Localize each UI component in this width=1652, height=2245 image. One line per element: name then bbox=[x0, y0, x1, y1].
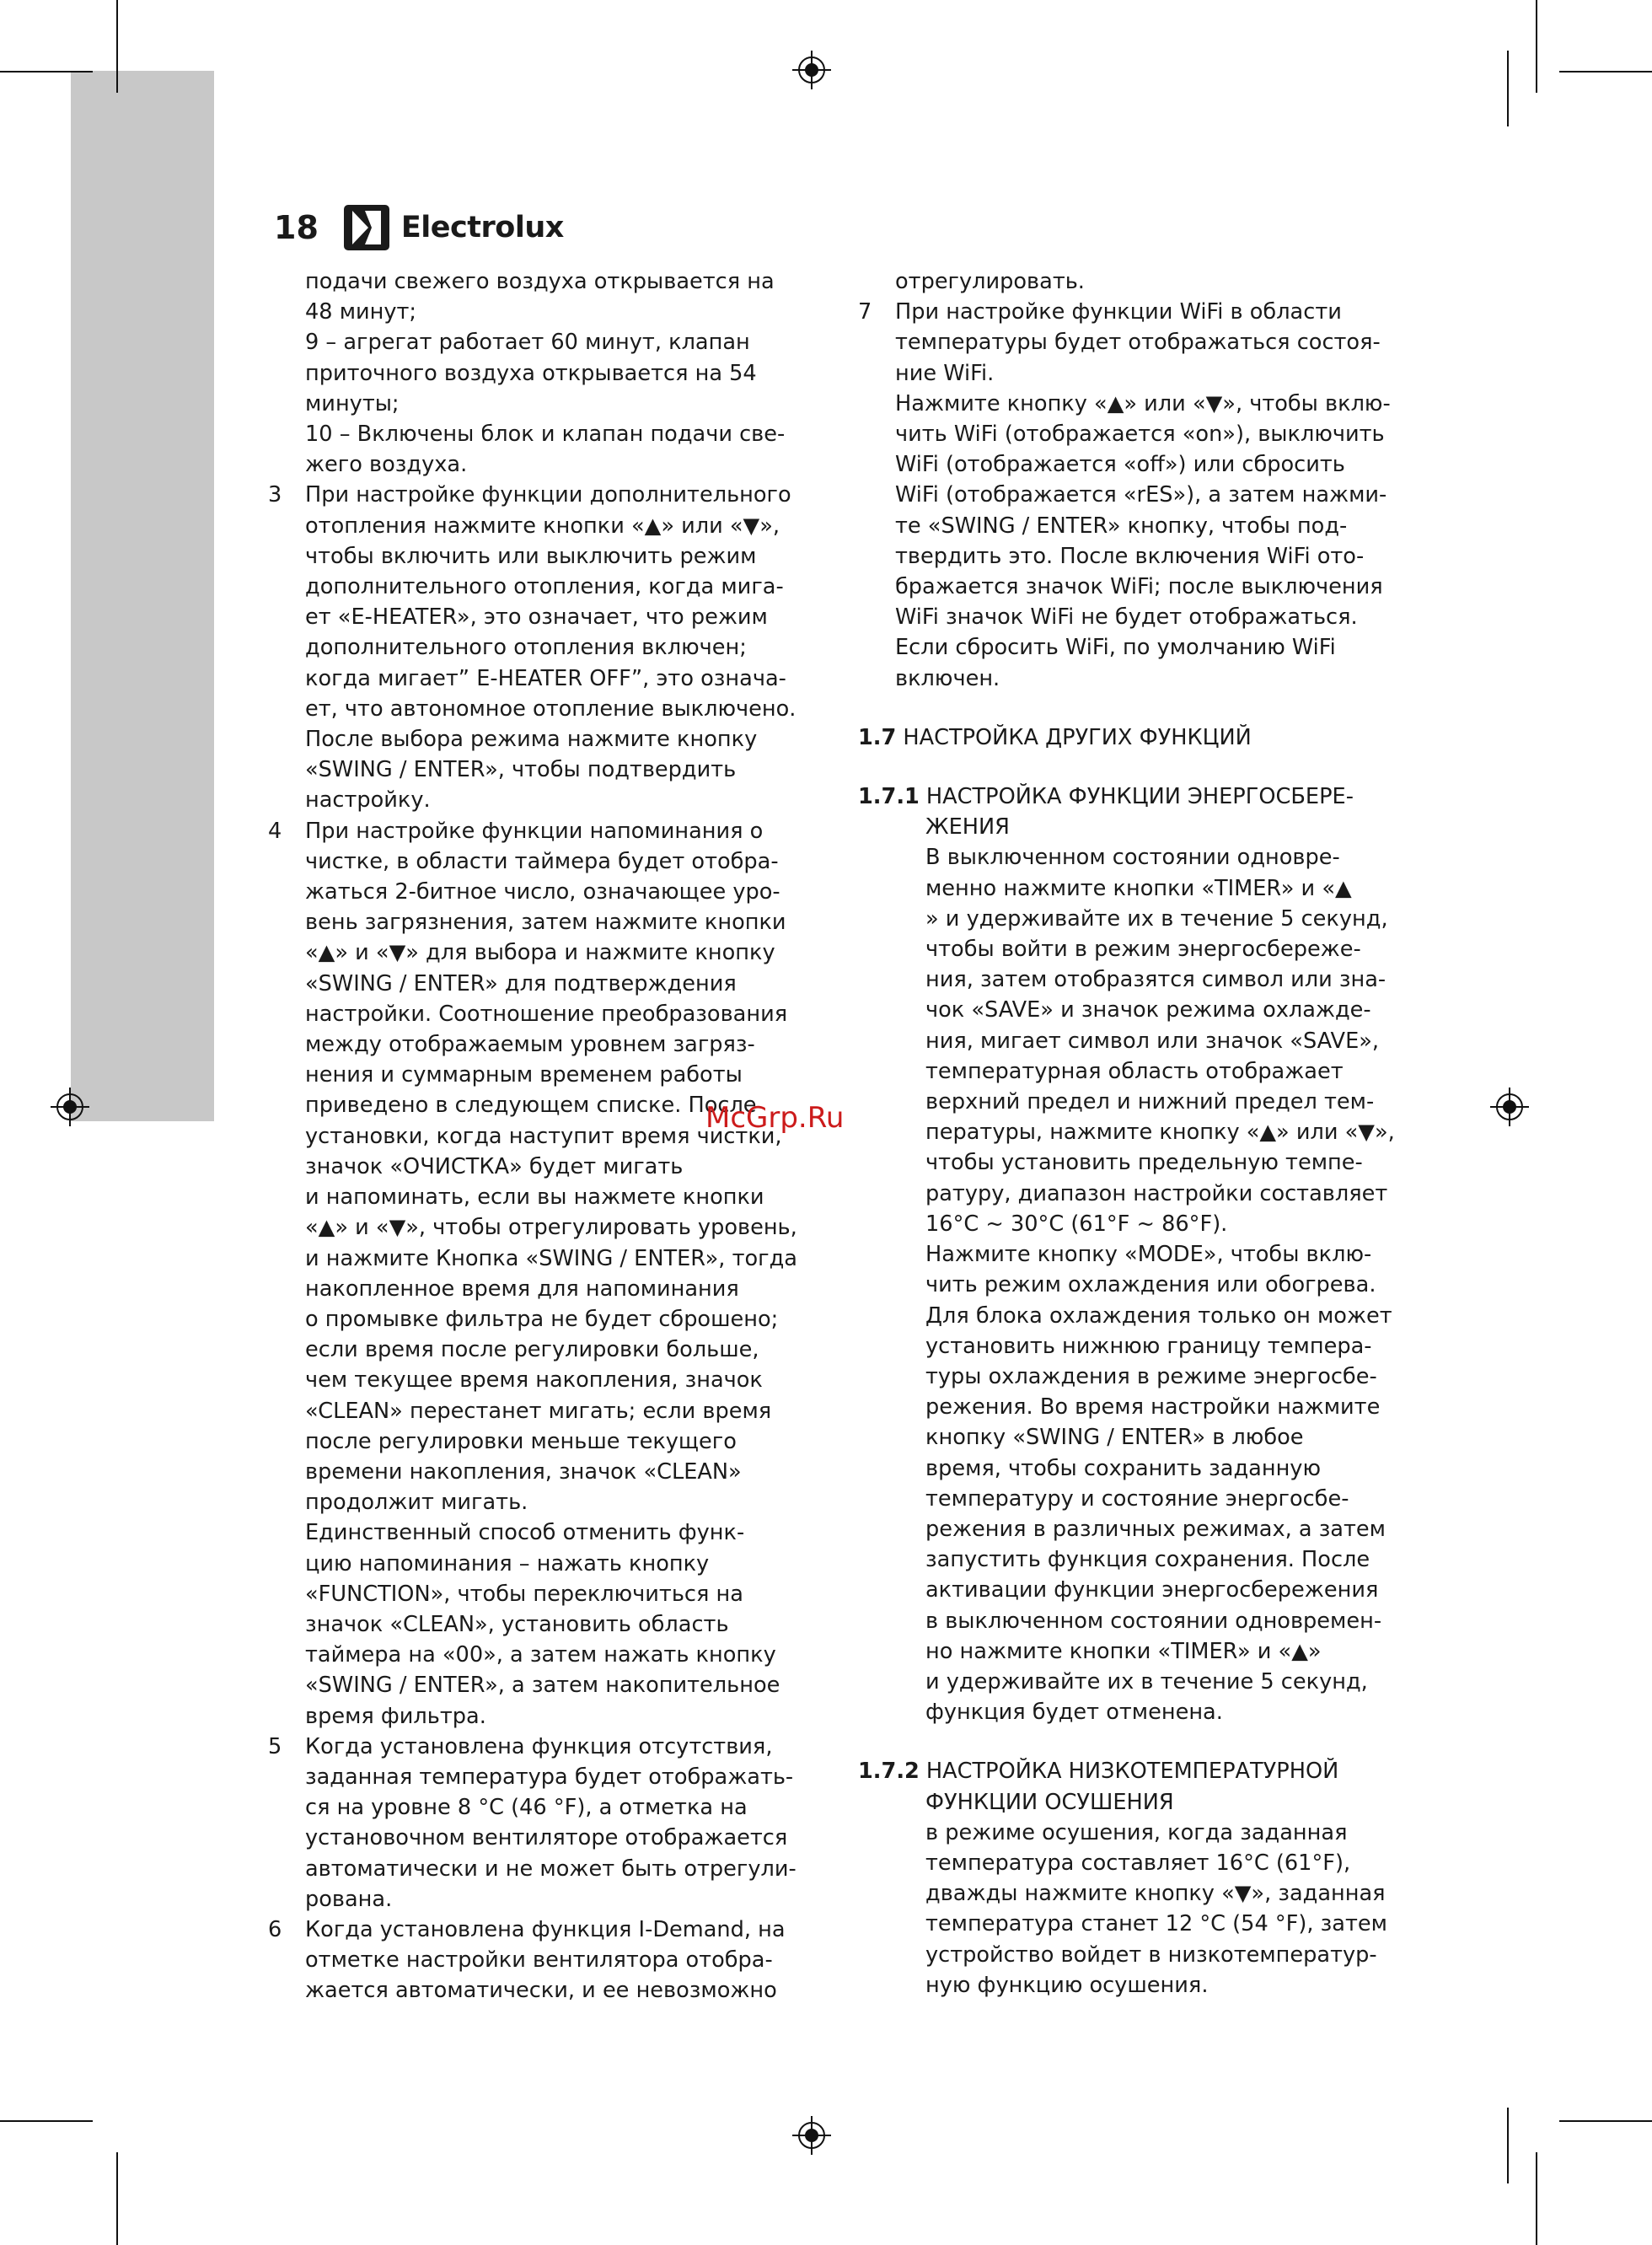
text-line: подачи свежего воздуха открывается на bbox=[305, 269, 775, 294]
text-line: приведено в следующем списке. После bbox=[305, 1093, 757, 1119]
gray-margin-tab bbox=[71, 71, 214, 1121]
text-line: Если сбросить WiFi, по умолчанию WiFi bbox=[895, 635, 1336, 661]
text-line: «▲» и «▼» для выбора и нажмите кнопку bbox=[305, 940, 775, 966]
registration-mark-icon bbox=[51, 1088, 89, 1126]
text-line: туры охлаждения в режиме энергосбе- bbox=[925, 1363, 1377, 1389]
text-line: чить режим охлаждения или обогрева. bbox=[925, 1272, 1376, 1298]
text-line: чистке, в области таймера будет отобра- bbox=[305, 848, 779, 874]
text-line: и напоминать, если вы нажмете кнопки bbox=[305, 1184, 764, 1211]
text-line: менно нажмите кнопки «TIMER» и «▲ bbox=[925, 875, 1352, 901]
item-number: 6 bbox=[268, 1916, 282, 1942]
text-line: верхний предел и нижний предел тем- bbox=[925, 1089, 1375, 1115]
text-line: температура станет 12 °C (54 °F), затем bbox=[925, 1911, 1387, 1937]
text-line: дополнительного отопления, когда мига- bbox=[305, 574, 784, 600]
text-line: 10 – Включены блок и клапан подачи све- bbox=[305, 422, 786, 448]
text-line: «SWING / ENTER», а затем накопительное bbox=[305, 1673, 780, 1699]
text-line: режения в различных режимах, а затем bbox=[925, 1516, 1386, 1542]
text-line: Для блока охлаждения только он может bbox=[925, 1302, 1392, 1329]
text-line: ния, затем отобразятся символ или зна- bbox=[925, 967, 1386, 993]
crop-mark bbox=[1536, 0, 1537, 93]
section-title-cont: ФУНКЦИИ ОСУШЕНИЯ bbox=[925, 1789, 1174, 1815]
text-line: и удерживайте их в течение 5 секунд, bbox=[925, 1668, 1368, 1694]
text-line: времени накопления, значок «CLEAN» bbox=[305, 1458, 742, 1485]
watermark-text: McGrp.Ru bbox=[705, 1101, 845, 1135]
list-item-7 bbox=[858, 297, 1414, 694]
text-line: «FUNCTION», чтобы переключиться на bbox=[305, 1581, 743, 1607]
text-line: чить WiFi (отображается «on»), выключить bbox=[895, 422, 1385, 448]
item-number: 4 bbox=[268, 818, 282, 844]
text-line: При настройке функции WiFi в области bbox=[895, 299, 1342, 325]
continued-line: отрегулировать. bbox=[895, 269, 1085, 294]
text-line: Нажмите кнопку «MODE», чтобы вклю- bbox=[925, 1242, 1372, 1268]
text-line: WiFi (отображается «off») или сбросить bbox=[895, 452, 1345, 478]
text-line: но нажмите кнопки «TIMER» и «▲» bbox=[925, 1638, 1322, 1664]
crop-mark bbox=[1507, 2108, 1509, 2183]
text-line: когда мигает” E-HEATER OFF”, это означа- bbox=[305, 665, 786, 691]
list-item-4 bbox=[268, 816, 824, 1732]
list-item-6 bbox=[268, 1915, 824, 2006]
text-line: температурная область отображает bbox=[925, 1058, 1344, 1084]
text-line: В выключенном состоянии одновре- bbox=[925, 845, 1340, 871]
text-line: между отображаемым уровнем загряз- bbox=[305, 1032, 755, 1058]
text-line: автоматически и не может быть отрегули- bbox=[305, 1856, 796, 1882]
text-line: Единственный способ отменить функ- bbox=[305, 1520, 745, 1546]
text-line: вень загрязнения, затем нажмите кнопки bbox=[305, 910, 786, 936]
item-number: 5 bbox=[268, 1733, 282, 1759]
text-line: кнопку «SWING / ENTER» в любое bbox=[925, 1425, 1304, 1451]
brand-name: Electrolux bbox=[400, 211, 564, 244]
text-line: температуры будет отображаться состоя- bbox=[895, 330, 1381, 356]
page-header bbox=[274, 198, 564, 257]
registration-mark-icon bbox=[1490, 1088, 1529, 1126]
text-line: ет, что автономное отопление выключено. bbox=[305, 696, 796, 722]
section-title: НАСТРОЙКА ДРУГИХ ФУНКЦИЙ bbox=[903, 724, 1252, 750]
list-item-3 bbox=[268, 480, 824, 815]
text-line: 16°C ~ 30°C (61°F ~ 86°F). bbox=[925, 1211, 1228, 1237]
text-line: накопленное время для напоминания bbox=[305, 1276, 739, 1302]
right-column bbox=[858, 266, 1414, 2001]
text-line: заданная температура будет отображать- bbox=[305, 1764, 794, 1790]
text-line: После выбора режима нажмите кнопку bbox=[305, 727, 758, 753]
text-line: значок «CLEAN», установить область bbox=[305, 1611, 729, 1637]
text-line: пературы, нажмите кнопку «▲» или «▼», bbox=[925, 1120, 1395, 1146]
section-title: НАСТРОЙКА НИЗКОТЕМПЕРАТУРНОЙ bbox=[925, 1759, 1339, 1785]
crop-mark bbox=[0, 2120, 93, 2122]
text-line: цию напоминания – нажать кнопку bbox=[305, 1550, 710, 1576]
section-number: 1.7 bbox=[858, 724, 897, 750]
text-line: значок «ОЧИСТКА» будет мигать bbox=[305, 1153, 684, 1179]
text-line: включен. bbox=[895, 665, 1000, 691]
text-line: температура составляет 16°C (61°F), bbox=[925, 1850, 1351, 1876]
text-line: » и удерживайте их в течение 5 секунд, bbox=[925, 905, 1388, 932]
text-line: чтобы установить предельную темпе- bbox=[925, 1150, 1363, 1176]
text-line: Нажмите кнопку «▲» или «▼», чтобы вклю- bbox=[895, 390, 1391, 416]
text-line: чем текущее время накопления, значок bbox=[305, 1367, 763, 1394]
text-line: активации функции энергосбережения bbox=[925, 1577, 1379, 1603]
section-heading-1-7 bbox=[858, 722, 1414, 753]
text-line: жего воздуха. bbox=[305, 452, 468, 478]
text-line: установочном вентиляторе отображается bbox=[305, 1825, 788, 1851]
registration-mark-icon bbox=[792, 2116, 831, 2155]
crop-mark bbox=[116, 0, 118, 93]
left-column bbox=[268, 266, 824, 2006]
list-item-5 bbox=[268, 1732, 824, 1915]
text-line: При настройке функции дополнительного bbox=[305, 482, 791, 508]
text-line: 48 минут; bbox=[305, 299, 417, 325]
text-line: о промывке фильтра не будет сброшено; bbox=[305, 1306, 779, 1332]
section-title: НАСТРОЙКА ФУНКЦИИ ЭНЕРГОСБЕРЕ- bbox=[925, 784, 1354, 810]
section-title-cont: ЖЕНИЯ bbox=[925, 814, 1010, 841]
text-line: «SWING / ENTER» для подтверждения bbox=[305, 970, 737, 996]
text-line: продолжит мигать. bbox=[305, 1490, 528, 1516]
text-line: жаться 2-битное число, означающее уро- bbox=[305, 879, 780, 905]
text-line: При настройке функции напоминания о bbox=[305, 818, 764, 844]
text-line: время, чтобы сохранить заданную bbox=[925, 1455, 1321, 1481]
text-line: те «SWING / ENTER» кнопку, чтобы под- bbox=[895, 513, 1348, 539]
section-1-7-2 bbox=[858, 1756, 1414, 2001]
text-line: Когда установлена функция I-Demand, на bbox=[305, 1916, 786, 1942]
text-line: ние WiFi. bbox=[895, 360, 995, 386]
text-line: настройки. Соотношение преобразования bbox=[305, 1001, 788, 1027]
crop-mark bbox=[1559, 2120, 1652, 2122]
text-line: запустить функция сохранения. После bbox=[925, 1547, 1370, 1573]
text-line: ратуру, диапазон настройки составляет bbox=[925, 1180, 1388, 1206]
text-line: «SWING / ENTER», чтобы подтвердить bbox=[305, 757, 737, 783]
text-line: отопления нажмите кнопки «▲» или «▼», bbox=[305, 513, 780, 539]
text-line: настройку. bbox=[305, 787, 431, 814]
text-line: установки, когда наступит время чистки, bbox=[305, 1123, 782, 1149]
text-line: функция будет отменена. bbox=[925, 1700, 1223, 1726]
text-line: приточного воздуха открывается на 54 bbox=[305, 360, 757, 386]
text-line: Когда установлена функция отсутствия, bbox=[305, 1733, 773, 1759]
crop-mark bbox=[0, 71, 93, 73]
text-line: если время после регулировки больше, bbox=[305, 1337, 759, 1363]
text-line: в выключенном состоянии одновремен- bbox=[925, 1608, 1382, 1634]
text-line: «CLEAN» перестанет мигать; если время bbox=[305, 1398, 772, 1424]
text-line: установить нижнюю границу темпера- bbox=[925, 1333, 1372, 1359]
crop-mark bbox=[1559, 71, 1652, 73]
text-line: дополнительного отопления включен; bbox=[305, 635, 747, 661]
section-1-7-1 bbox=[858, 781, 1414, 1727]
electrolux-logo-icon bbox=[342, 203, 391, 252]
text-line: жается автоматически, и ее невозможно bbox=[305, 1978, 777, 2004]
section-number: 1.7.1 bbox=[858, 784, 920, 810]
text-line: режения. Во время настройки нажмите bbox=[925, 1394, 1381, 1421]
text-line: WiFi (отображается «rES»), а затем нажми- bbox=[895, 482, 1387, 508]
text-line: «▲» и «▼», чтобы отрегулировать уровень, bbox=[305, 1215, 797, 1241]
crop-mark bbox=[1507, 51, 1509, 126]
page-number: 18 bbox=[274, 209, 319, 246]
text-line: нения и суммарным временем работы bbox=[305, 1062, 743, 1088]
text-line: ет «E-HEATER», это означает, что режим bbox=[305, 604, 768, 631]
text-line: температуру и состояние энергосбе- bbox=[925, 1485, 1349, 1512]
item-number: 3 bbox=[268, 482, 282, 508]
text-line: и нажмите Кнопка «SWING / ENTER», тогда bbox=[305, 1245, 797, 1271]
text-line: ния, мигает символ или значок «SAVE», bbox=[925, 1028, 1380, 1054]
text-line: минуты; bbox=[305, 390, 400, 416]
text-line: устройство войдет в низкотемператур- bbox=[925, 1942, 1377, 1968]
text-line: 9 – агрегат работает 60 минут, клапан bbox=[305, 330, 750, 356]
text-line: твердить это. После включения WiFi ото- bbox=[895, 543, 1365, 569]
text-line: таймера на «00», а затем нажать кнопку bbox=[305, 1642, 776, 1668]
registration-mark-icon bbox=[792, 51, 831, 89]
crop-mark bbox=[116, 2152, 118, 2245]
text-line: в режиме осушения, когда заданная bbox=[925, 1819, 1348, 1845]
text-line: WiFi значок WiFi не будет отображаться. bbox=[895, 604, 1358, 631]
crop-mark bbox=[1536, 2152, 1537, 2245]
text-line: чтобы войти в режим энергосбереже- bbox=[925, 937, 1361, 963]
text-line: дважды нажмите кнопку «▼», заданная bbox=[925, 1881, 1386, 1907]
text-line: ся на уровне 8 °C (46 °F), а отметка на bbox=[305, 1795, 748, 1821]
text-line: чок «SAVE» и значок режима охлажде- bbox=[925, 997, 1371, 1023]
text-line: чтобы включить или выключить режим bbox=[305, 543, 757, 569]
text-line: время фильтра. bbox=[305, 1703, 486, 1729]
text-line: отметке настройки вентилятора отобра- bbox=[305, 1947, 773, 1974]
text-line: после регулировки меньше текущего bbox=[305, 1428, 737, 1454]
section-number: 1.7.2 bbox=[858, 1759, 920, 1785]
text-line: ную функцию осушения. bbox=[925, 1972, 1209, 1998]
intro-paragraph bbox=[268, 266, 824, 480]
text-line: бражается значок WiFi; после выключения bbox=[895, 574, 1383, 600]
item-number: 7 bbox=[858, 299, 872, 325]
text-line: рована. bbox=[305, 1886, 393, 1912]
